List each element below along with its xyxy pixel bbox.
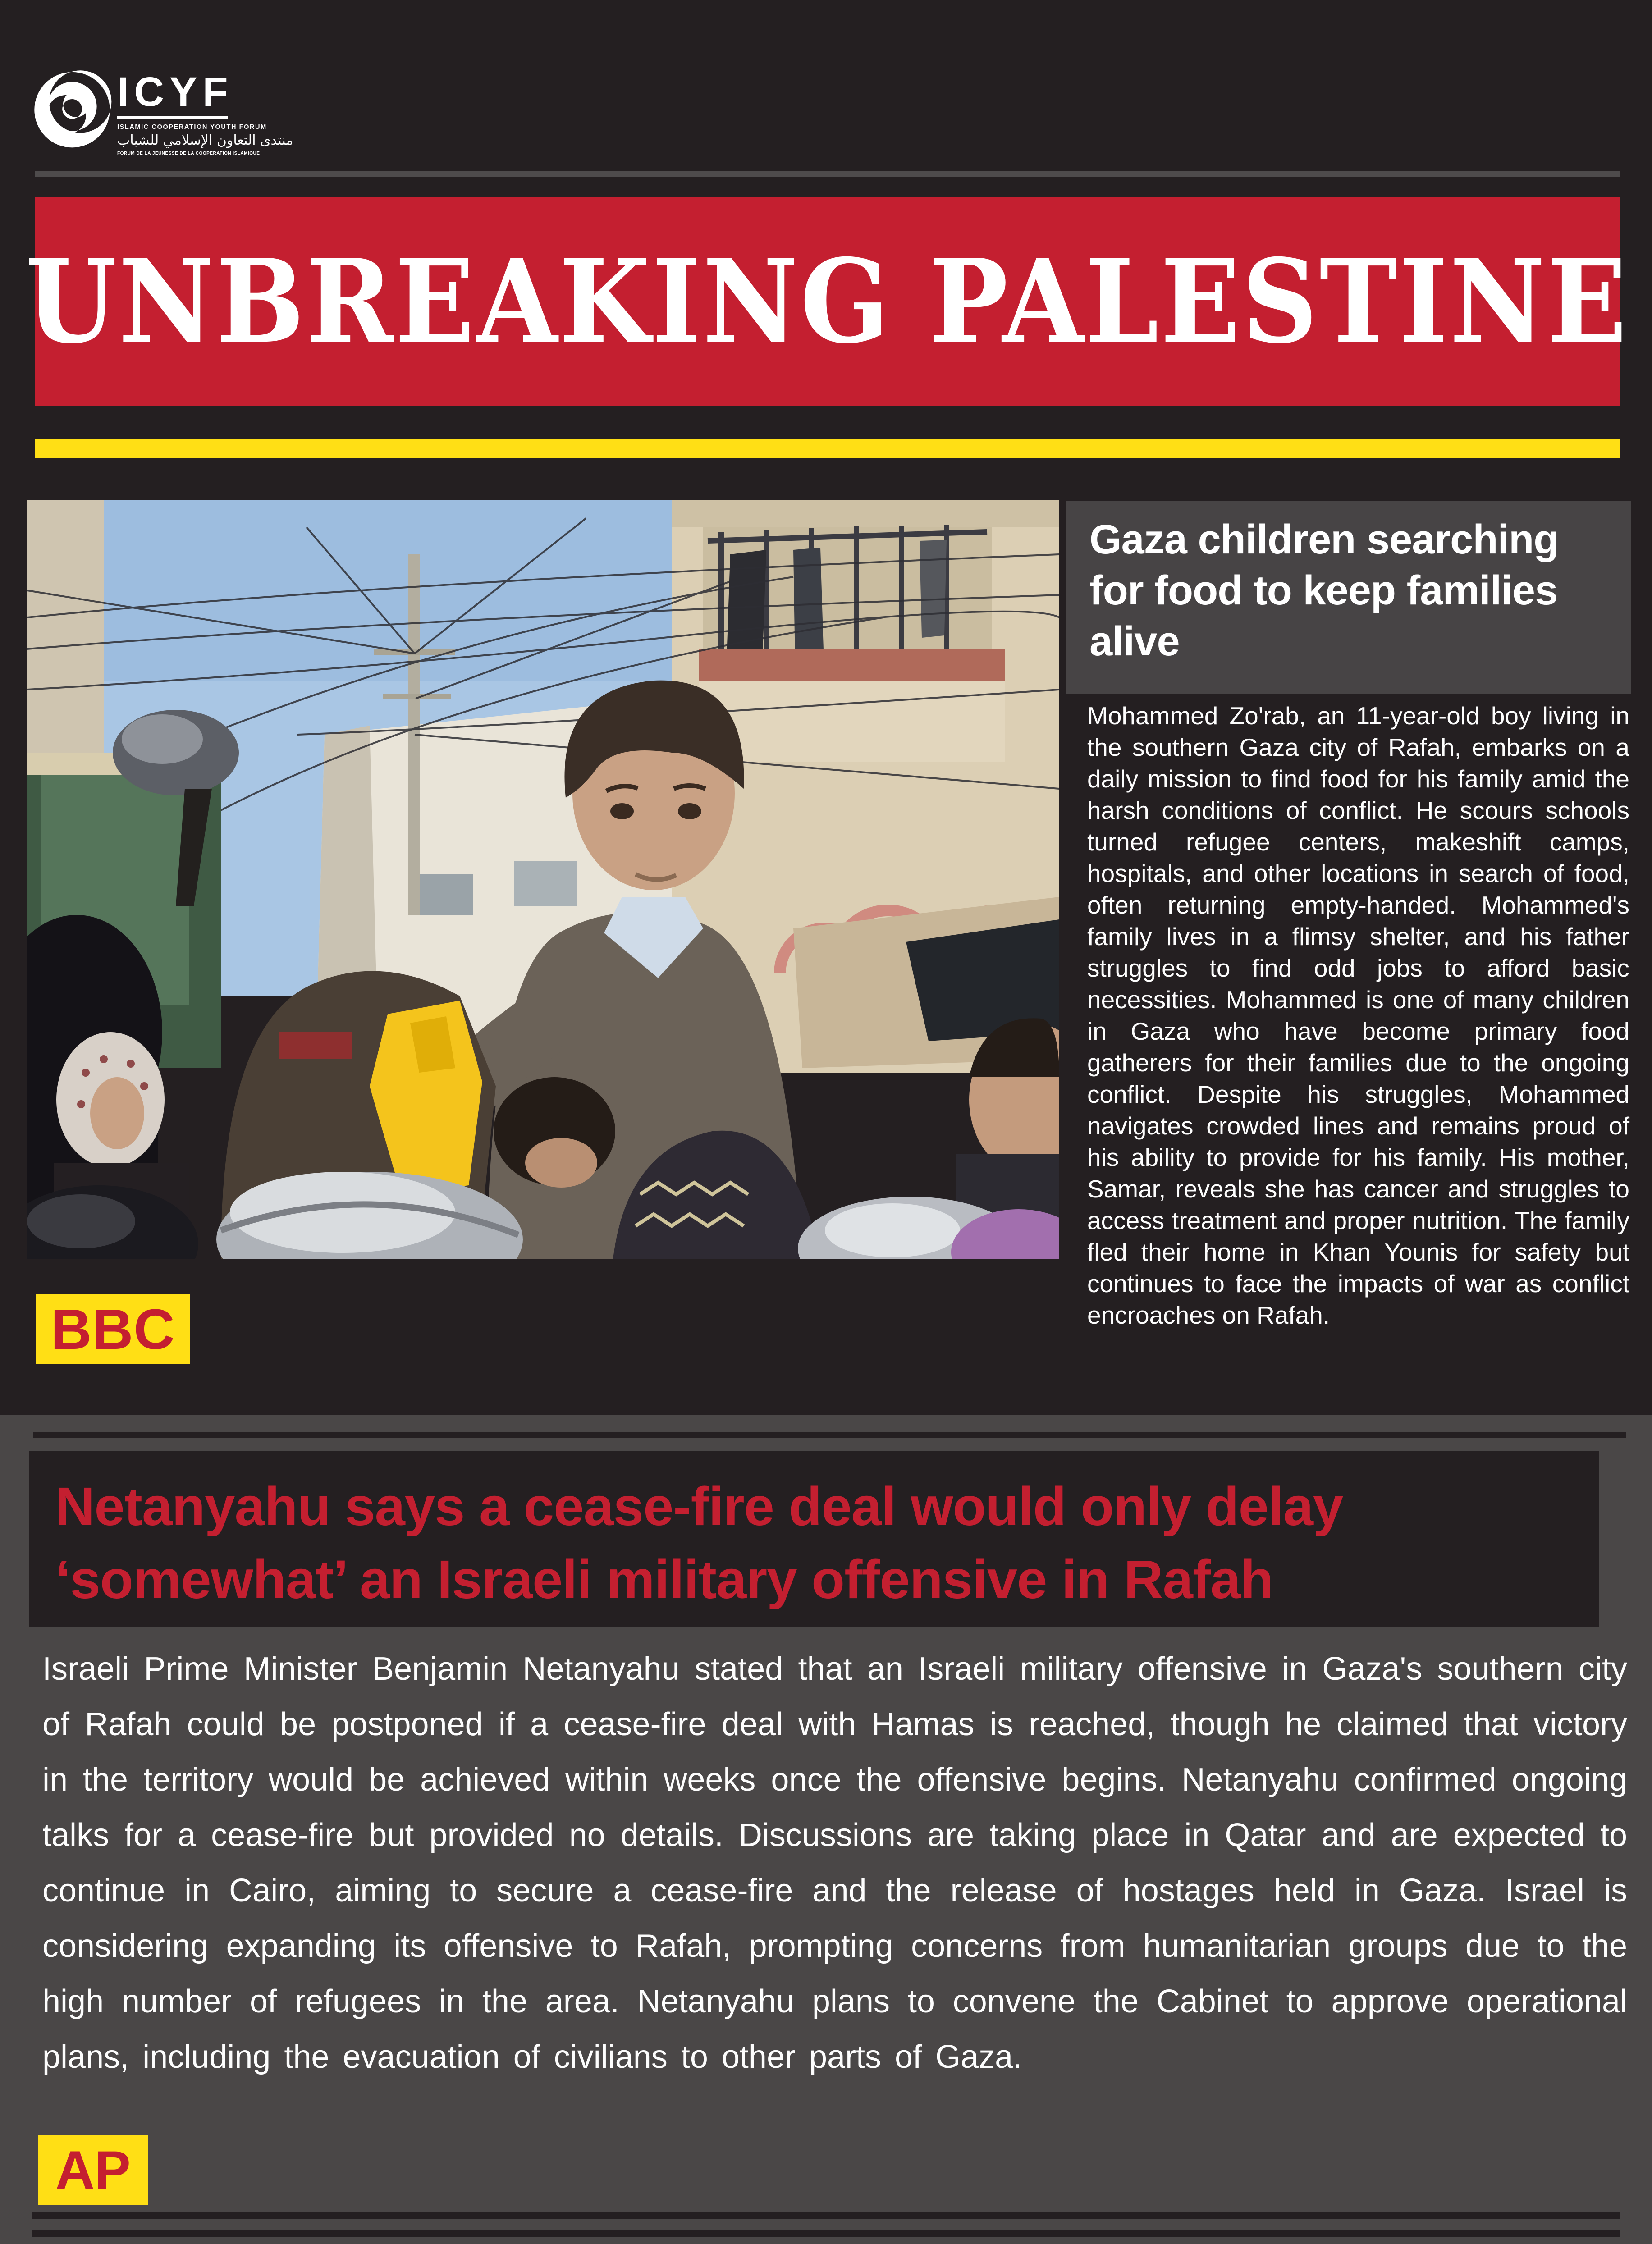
logo-rule: [117, 116, 228, 119]
logo-text-block: [117, 69, 293, 156]
article2-headline-panel: [29, 1451, 1599, 1627]
icyf-logo-icon: [31, 67, 113, 150]
bottom-rule-2: [32, 2230, 1620, 2237]
yellow-accent-bar: [35, 439, 1620, 458]
logo-subtitle-en: ISLAMIC COOPERATION YOUTH FORUM: [117, 123, 267, 131]
source-badge-ap: [38, 2135, 148, 2205]
logo-subtitle-fr: FORUM DE LA JEUNESSE DE LA COOPÉRATION ISLAMIQUE: [117, 151, 260, 156]
source-badge-ap-label: AP: [55, 2140, 131, 2200]
header-divider: [35, 171, 1620, 177]
source-badge-bbc: [36, 1294, 190, 1364]
logo-acronym: ICYF: [117, 69, 233, 115]
article1-body: Mohammed Zo'rab, an 11-year-old boy living in the southern Gaza city of Rafah, embarks on a daily mission to find food for his family amid the harsh conditions of conflict. He scours schools turned refugee centers, makeshift camps, hospitals, and other locations in search of food, often returning empty-handed. Mohammed's family lives in a flimsy shelter, and his father struggles to find odd jobs to afford basic necessities. Mohammed is one of many children in Gaza who have become primary food gatherers for their families due to the ongoing conflict. Despite his struggles, Mohammed navigates crowded lines and remains proud of his ability to provide for his family. His mother, Samar, reveals she has cancer and struggles to access treatment and proper nutrition. The family fled their home in Khan Younis for safety but continues to face the impacts of war as conflict encroaches on Rafah.: [1087, 702, 1629, 1329]
page-title: UNBREAKING PALESTINE: [25, 233, 1629, 369]
title-banner: [25, 197, 1629, 406]
article2-headline: Netanyahu says a cease-fire deal would only delay ‘somewhat’ an Israeli military offensive in Rafah: [55, 1476, 1343, 1610]
bottom-rule-1: [32, 2212, 1620, 2219]
source-badge-bbc-label: BBC: [50, 1297, 175, 1361]
news-photo: [27, 500, 1059, 1259]
section-divider: [33, 1432, 1626, 1438]
logo-subtitle-ar: منتدى التعاون الإسلامي للشباب: [117, 133, 293, 148]
article2-body: Israeli Prime Minister Benjamin Netanyahu stated that an Israeli military offensive in Gaza's southern city of Rafah could be postponed if a cease-fire deal with Hamas is reached, though he claimed that victory in the territory would be achieved within weeks once the offensive begins. Netanyahu confirmed ongoing talks for a cease-fire but provided no details. Discussions are taking place in Qatar and are expected to continue in Cairo, aiming to secure a cease-fire and the release of hostages held in Gaza. Israel is considering expanding its offensive to Rafah, prompting concerns from humanitarian groups due to the high number of refugees in the area. Netanyahu plans to convene the Cabinet to approve operational plans, including the evacuation of civilians to other parts of Gaza.: [42, 1651, 1627, 2075]
article1-headline: Gaza children searching for food to keep families alive: [1089, 516, 1559, 665]
article1-headline-panel: [1066, 501, 1631, 694]
